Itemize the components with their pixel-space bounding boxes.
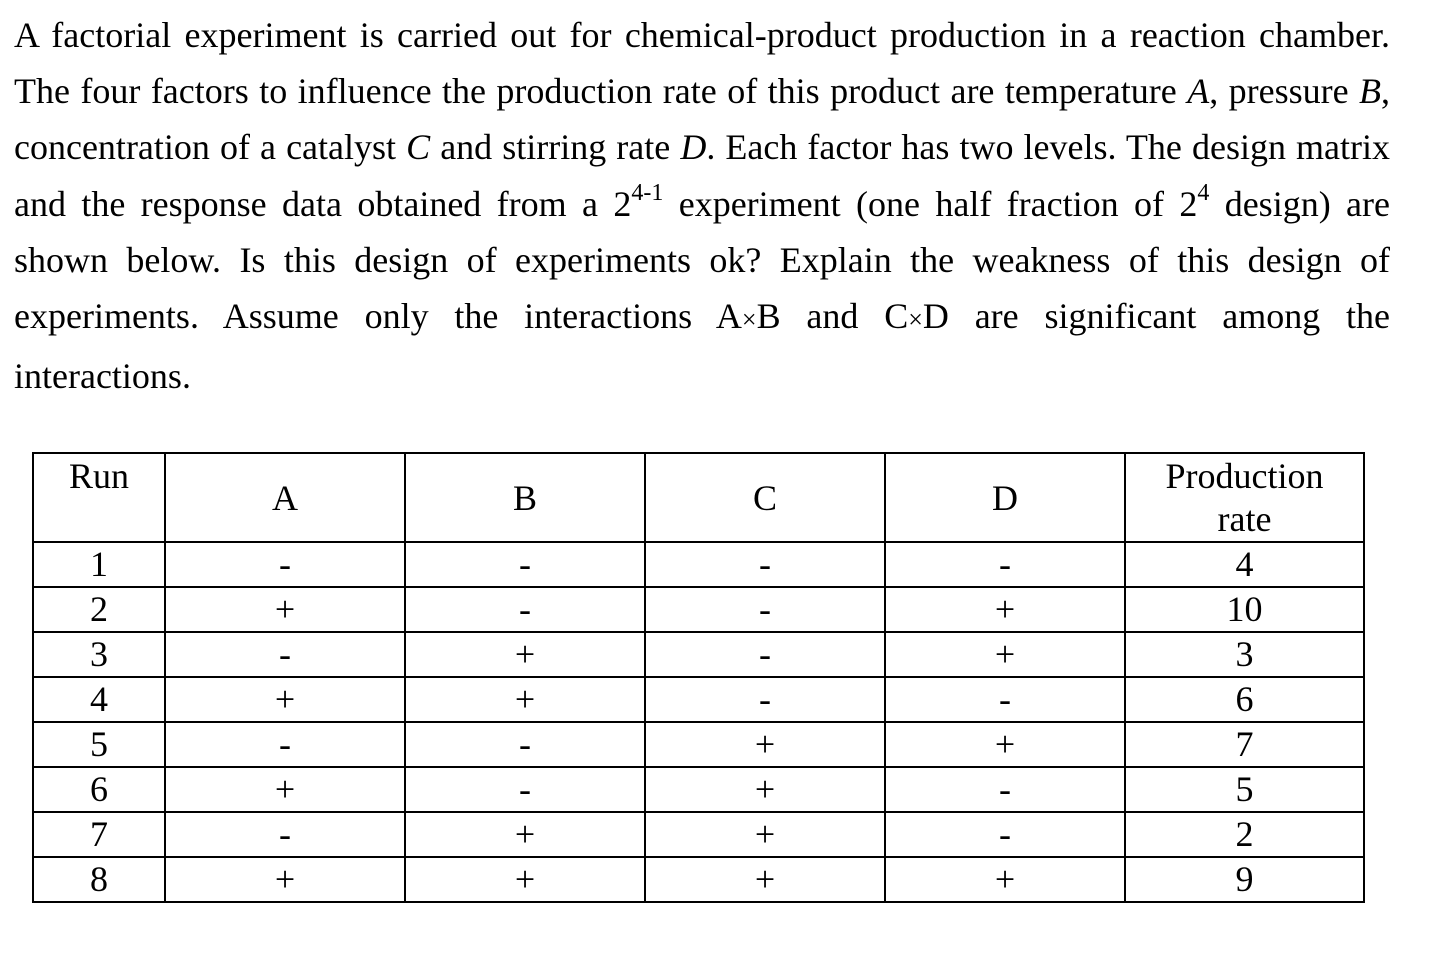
- cell-d: +: [885, 722, 1125, 767]
- exponent-fraction: 4-1: [631, 179, 664, 206]
- cell-run: 6: [33, 767, 165, 812]
- design-matrix-table: [32, 452, 1365, 903]
- problem-text: . Each factor has two levels. The design matrix and the response data obtained from a 2: [14, 127, 1391, 224]
- problem-text: A factorial experiment is carried out for chemical-product production in a reaction chamber. The four factors to influence the production rate of this product are temperature: [14, 15, 1390, 112]
- variable-a: A: [1187, 71, 1210, 112]
- cell-a: +: [165, 857, 405, 902]
- cell-a: +: [165, 677, 405, 722]
- cell-rate: 4: [1125, 542, 1364, 587]
- cell-a: +: [165, 587, 405, 632]
- table-header-row: [33, 453, 1364, 542]
- cell-run: 7: [33, 812, 165, 857]
- cell-b: +: [405, 677, 645, 722]
- cell-a: +: [165, 767, 405, 812]
- header-c: C: [645, 453, 885, 542]
- cell-run: 4: [33, 677, 165, 722]
- cell-d: -: [885, 767, 1125, 812]
- cell-d: +: [885, 632, 1125, 677]
- cell-d: +: [885, 587, 1125, 632]
- cell-c: +: [645, 812, 885, 857]
- cell-d: -: [885, 677, 1125, 722]
- header-d: D: [885, 453, 1125, 542]
- cell-a: -: [165, 542, 405, 587]
- exponent-full: 4: [1197, 179, 1210, 206]
- cell-b: -: [405, 587, 645, 632]
- header-rate-line2: rate: [1217, 498, 1272, 539]
- cell-run: 2: [33, 587, 165, 632]
- cell-c: +: [645, 857, 885, 902]
- header-b: B: [405, 453, 645, 542]
- cell-run: 8: [33, 857, 165, 902]
- cell-d: -: [885, 812, 1125, 857]
- cell-rate: 10: [1125, 587, 1364, 632]
- cell-b: -: [405, 767, 645, 812]
- problem-statement: [14, 7, 1390, 404]
- cell-rate: 6: [1125, 677, 1364, 722]
- times-symbol: ×: [908, 305, 923, 335]
- problem-text: , concentration of a catalyst: [14, 71, 1391, 168]
- table-row: [33, 857, 1364, 902]
- header-a: A: [165, 453, 405, 542]
- table-row: [33, 767, 1364, 812]
- cell-a: -: [165, 812, 405, 857]
- problem-text: D are significant among the interactions.: [14, 296, 1390, 397]
- cell-c: -: [645, 632, 885, 677]
- cell-a: -: [165, 722, 405, 767]
- variable-b: B: [1359, 71, 1382, 112]
- problem-text: and stirring rate: [430, 127, 681, 168]
- cell-rate: 9: [1125, 857, 1364, 902]
- cell-c: +: [645, 767, 885, 812]
- cell-b: +: [405, 857, 645, 902]
- cell-d: +: [885, 857, 1125, 902]
- cell-b: +: [405, 632, 645, 677]
- table-row: [33, 632, 1364, 677]
- header-rate-line1: Production: [1165, 455, 1324, 496]
- cell-run: 1: [33, 542, 165, 587]
- header-production-rate: [1125, 453, 1364, 542]
- table-row: [33, 812, 1364, 857]
- cell-b: -: [405, 722, 645, 767]
- cell-run: 3: [33, 632, 165, 677]
- cell-c: +: [645, 722, 885, 767]
- cell-c: -: [645, 677, 885, 722]
- cell-run: 5: [33, 722, 165, 767]
- cell-rate: 3: [1125, 632, 1364, 677]
- cell-rate: 5: [1125, 767, 1364, 812]
- problem-text: design) are shown below. Is this design of experiments ok? Explain the weakness of this design of experiments. Assume only the interactions A: [14, 183, 1390, 337]
- table-row: [33, 587, 1364, 632]
- problem-text: , pressure: [1209, 71, 1360, 112]
- problem-text: experiment (one half fraction of 2: [663, 183, 1198, 224]
- cell-b: -: [405, 542, 645, 587]
- cell-rate: 2: [1125, 812, 1364, 857]
- table-row: [33, 677, 1364, 722]
- times-symbol: ×: [741, 305, 757, 335]
- variable-c: C: [406, 127, 431, 168]
- header-run: Run: [33, 453, 165, 542]
- cell-rate: 7: [1125, 722, 1364, 767]
- table-row: [33, 722, 1364, 767]
- variable-d: D: [680, 127, 707, 168]
- table-row: [33, 542, 1364, 587]
- cell-c: -: [645, 542, 885, 587]
- cell-a: -: [165, 632, 405, 677]
- problem-text: B and C: [756, 296, 909, 337]
- cell-d: -: [885, 542, 1125, 587]
- problem-paragraph: [14, 7, 1390, 404]
- cell-b: +: [405, 812, 645, 857]
- cell-c: -: [645, 587, 885, 632]
